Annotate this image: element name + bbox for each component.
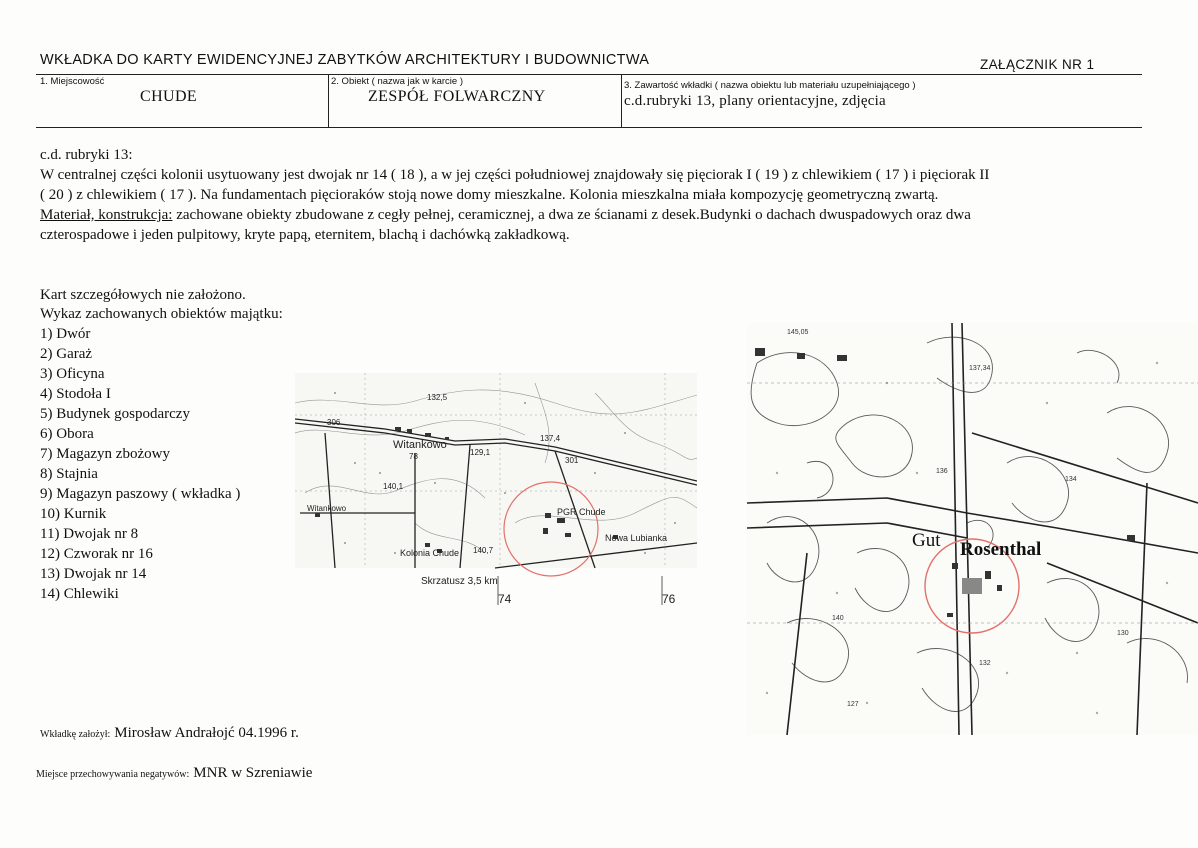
- map-label-pgr-chude: PGR Chude: [557, 507, 606, 517]
- map-label-elev-130: 130: [1117, 630, 1129, 637]
- header-rule-bottom: [36, 127, 1142, 128]
- header-rule-top: [36, 74, 1142, 75]
- map-label-elev-136: 136: [936, 468, 948, 475]
- inventory-heading: Wykaz zachowanych obiektów majątku:: [40, 306, 283, 322]
- map-label-elev-134: 134: [1065, 476, 1077, 483]
- field-label-object: 2. Obiekt ( nazwa jak w karcie ): [331, 76, 463, 87]
- list-item: 9) Magazyn paszowy ( wkładka ): [40, 486, 241, 502]
- map-right-drawing: [747, 323, 1198, 735]
- list-item: 11) Dwojak nr 8: [40, 526, 139, 542]
- map-label-witankowo-small: Witankowo: [307, 504, 347, 513]
- list-item: 8) Stajnia: [40, 466, 98, 482]
- map-left-drawing: [295, 373, 697, 605]
- author-value: Mirosław Andrałojć 04.1996 r.: [114, 725, 299, 741]
- list-item: 12) Czworak nr 16: [40, 546, 153, 562]
- storage-value: MNR w Szreniawie: [193, 765, 313, 781]
- list-item: 5) Budynek gospodarczy: [40, 406, 190, 422]
- storage-line: [36, 764, 312, 782]
- no-detail-cards-note: Kart szczegółowych nie założono.: [40, 287, 246, 303]
- map-label-elev-137: 137,34: [969, 365, 991, 372]
- field-label-locality: 1. Miejscowość: [40, 76, 105, 87]
- material-line-1: [40, 206, 971, 225]
- material-text: zachowane obiekty zbudowane z cegły pełnej, ceramicznej, a dwa ze ścianami z desek.Budynki o dachach dwuspadowych oraz dwa: [172, 207, 971, 223]
- map-label-elev-top: 145,05: [787, 329, 809, 336]
- topographic-map-left: [295, 373, 697, 605]
- list-item: 3) Oficyna: [40, 366, 105, 382]
- map-label-road-301: 301: [565, 456, 579, 465]
- map-label-road-306: 306: [327, 418, 341, 427]
- paragraph-line-2: ( 20 ) z chlewikiem ( 17 ). Na fundamentach pięcioraków stoją nowe domy mieszkalne. Kolonia mieszkalna miała kompozycję geometryczną zwartą.: [40, 187, 939, 203]
- field-value-contents: c.d.rubryki 13, plany orientacyjne, zdjęcia: [624, 93, 886, 109]
- paragraph-line-1: W centralnej części kolonii usytuowany jest dwojak nr 14 ( 18 ), a w jej części południowej znajdowały się pięciorak I ( 19 ) z chlewikiem ( 17 ) i pięciorak II: [40, 167, 990, 183]
- map-label-129: 129,1: [470, 448, 491, 457]
- map-grid-74: 74: [498, 592, 512, 605]
- material-line-2: czterospadowe i jeden pulpitowy, kryte papą, eternitem, blachą i dachówką zakładkową.: [40, 227, 570, 243]
- inventory-list: [40, 324, 240, 604]
- author-label: Wkładkę założył:: [40, 729, 111, 740]
- map-grid-76: 76: [662, 592, 676, 605]
- map-label-elev-140: 140: [832, 615, 844, 622]
- list-item: 7) Magazyn zbożowy: [40, 446, 170, 462]
- map-label-elev-140-7: 140,7: [473, 546, 494, 555]
- map-label-elev-132: 132: [979, 660, 991, 667]
- field-divider-1: [328, 74, 329, 127]
- map-label-elev-137: 137,4: [540, 434, 561, 443]
- list-item: 4) Stodoła I: [40, 386, 111, 402]
- list-item: 6) Obora: [40, 426, 94, 442]
- map-label-78: 78: [409, 452, 418, 461]
- continuation-heading: c.d. rubryki 13:: [40, 147, 133, 163]
- list-item: 14) Chlewiki: [40, 586, 119, 602]
- storage-label: Miejsce przechowywania negatywów:: [36, 769, 190, 780]
- field-label-contents: 3. Zawartość wkładki ( nazwa obiektu lub materiału uzupełniającego ): [624, 80, 916, 91]
- field-divider-2: [621, 74, 622, 127]
- attachment-number: ZAŁĄCZNIK NR 1: [980, 57, 1095, 72]
- topographic-map-right: [747, 323, 1198, 735]
- map-label-gut: Gut: [912, 530, 941, 551]
- map-label-nowa-lubianka: Nowa Lubianka: [605, 533, 668, 543]
- map-label-elev-127: 127: [847, 701, 859, 708]
- map-scale-caption: Skrzatusz 3,5 km: [421, 576, 498, 587]
- author-line: [40, 724, 299, 742]
- document-title: WKŁADKA DO KARTY EWIDENCYJNEJ ZABYTKÓW ARCHITEKTURY I BUDOWNICTWA: [40, 52, 650, 68]
- field-value-locality: CHUDE: [140, 88, 198, 105]
- field-value-object: ZESPÓŁ FOLWARCZNY: [368, 88, 546, 105]
- list-item: 13) Dwojak nr 14: [40, 566, 147, 582]
- map-label-kolonia-chude: Kolonia Chude: [400, 548, 460, 558]
- list-item: 1) Dwór: [40, 326, 91, 342]
- list-item: 2) Garaż: [40, 346, 93, 362]
- material-label: Materiał, konstrukcja:: [40, 207, 173, 223]
- map-label-elev-132: 132,5: [427, 393, 448, 402]
- list-item: 10) Kurnik: [40, 506, 107, 522]
- map-label-witankowo: Witankowo: [393, 439, 447, 451]
- map-label-elev-140-1: 140,1: [383, 482, 404, 491]
- map-label-rosenthal: Rosenthal: [960, 539, 1042, 560]
